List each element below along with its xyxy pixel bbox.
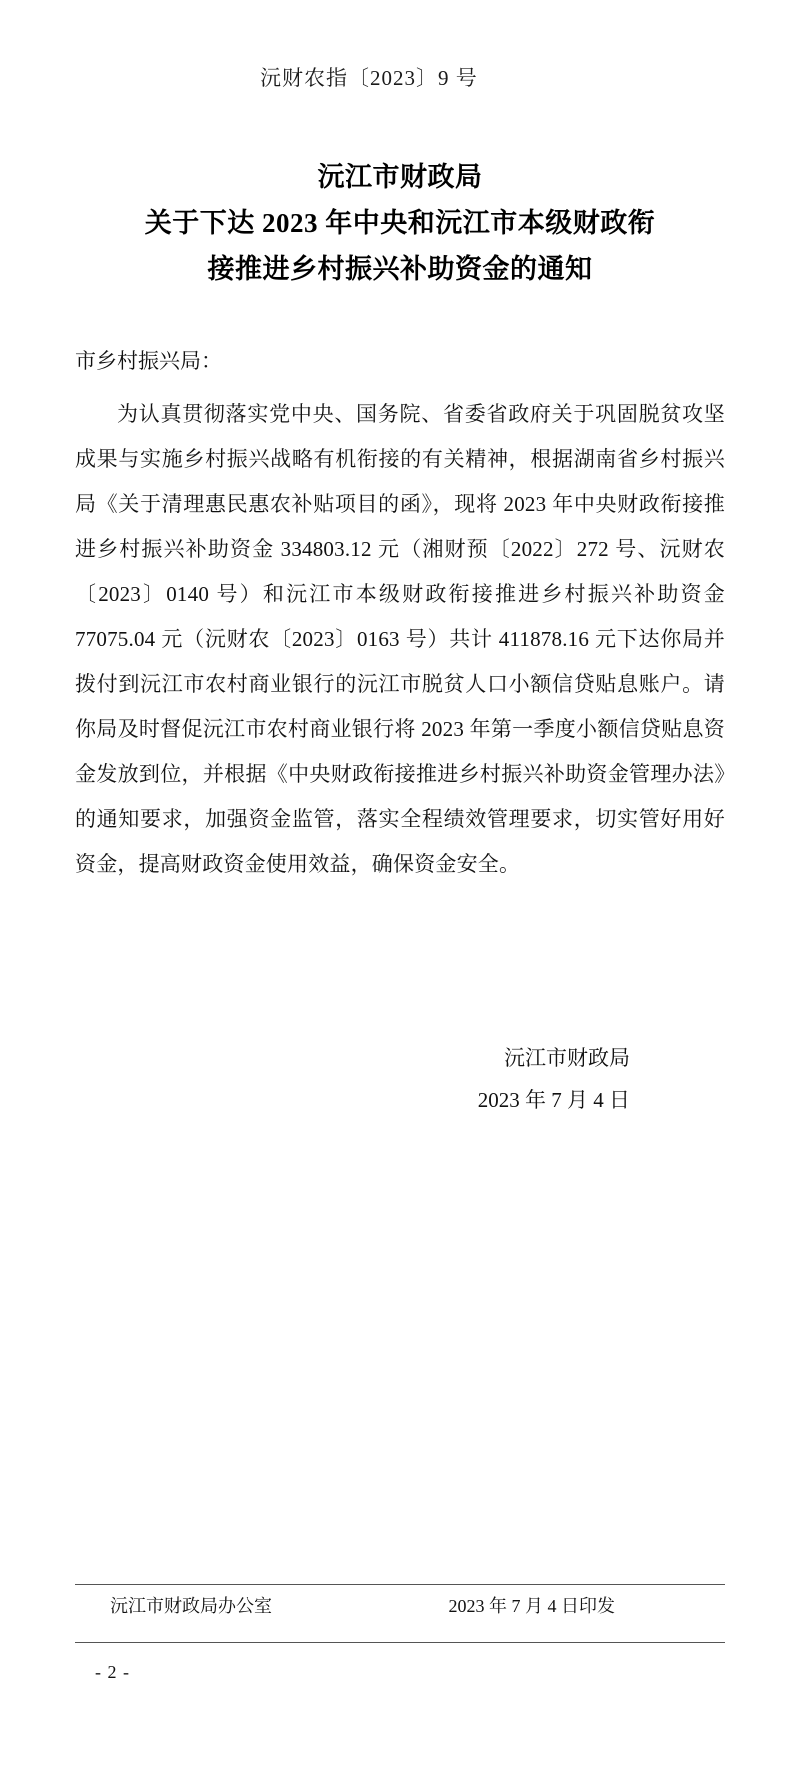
document-title [75,154,725,292]
title-line-3: 接推进乡村振兴补助资金的通知 [207,254,593,284]
title-line-1: 沅江市财政局 [317,162,483,192]
footer-issuer: 沅江市财政局办公室 [110,1596,272,1616]
salutation: 市乡村振兴局： [75,349,222,373]
footer-top-rule [75,1584,725,1585]
signature-date: 2023 年 7 月 4 日 [477,1088,630,1112]
document-number: 沅财农指〔2023〕9 号 [260,66,478,90]
footer-print-date: 2023 年 7 月 4 日印发 [448,1596,615,1616]
footer [75,1592,725,1618]
document-page [0,62,800,1779]
body-paragraph: 为认真贯彻落实党中央、国务院、省委省政府关于巩固脱贫攻坚成果与实施乡村振兴战略有机衔接的有关精神，根据湖南省乡村振兴局《关于清理惠民惠农补贴项目的函》，现将 2023 年中央财政衔接推进乡村振兴补助资金 334803.12 元（湘财预〔2022〕272 号、沅财农〔2023〕0140 号）和沅江市本级财政衔接推进乡村振兴补助资金 77075.04 元（沅财农〔2023〕0163 号）共计 411878.16 元下达你局并拨付到沅江市农村商业银行的沅江市脱贫人口小额信贷贴息账户。请你局及时督促沅江市农村商业银行将 2023 年第一季度小额信贷贴息资金发放到位，并根据《中央财政衔接推进乡村振兴补助资金管理办法》的通知要求，加强资金监管，落实全程绩效管理要求，切实管好用好资金，提高财政资金使用效益，确保资金安全。 [75,402,725,876]
title-line-2: 关于下达 2023 年中央和沅江市本级财政衔 [144,208,656,238]
signature-block [75,1037,725,1121]
footer-bottom-rule [75,1642,725,1643]
signature-organization: 沅江市财政局 [504,1046,630,1070]
page-number: - 2 - [95,1662,130,1682]
